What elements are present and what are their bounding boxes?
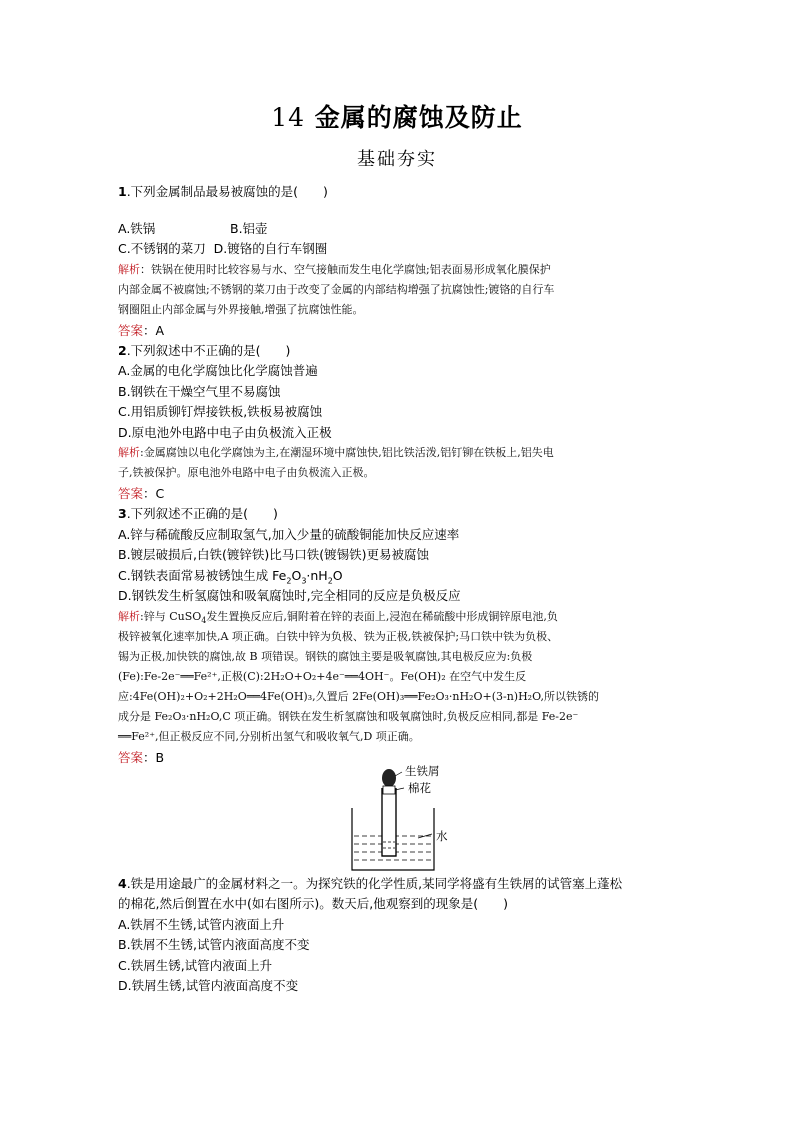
question-1-options-cd (118, 239, 684, 260)
content (118, 182, 684, 997)
option-d: D.镀铬的自行车钢圈 (213, 241, 328, 256)
title-text: 金属的腐蚀及防止 (314, 103, 523, 132)
question-1-stem: 1.下列金属制品最易被腐蚀的是( ) (118, 184, 328, 199)
option-c: C.用铝质铆钉焊接铁板,铁板易被腐蚀 (118, 404, 323, 419)
question-1-options-ab (118, 219, 684, 240)
question-2-explanation: 解析:金属腐蚀以电化学腐蚀为主,在潮湿环境中腐蚀快,铝比铁活泼,铝钉铆在铁板上,铝失电 子,铁被保护。原电池外电路中电子由负极流入正极。 (118, 446, 554, 479)
option-b: B.钢铁在干燥空气里不易腐蚀 (118, 383, 281, 399)
option-d: D.钢铁发生析氢腐蚀和吸氧腐蚀时,完全相同的反应是负极反应 (118, 588, 461, 603)
question-2-stem: 2.下列叙述中不正确的是( ) (118, 342, 291, 358)
question-2-answer: 答案：C (118, 486, 165, 501)
option-c: C.钢铁表面常易被锈蚀生成 $Fe_2O_3\cdot nH_2O$ (118, 567, 343, 585)
question-1-answer: 答案：A (118, 322, 165, 338)
option-a: A.铁屑不生锈,试管内液面上升 (118, 916, 285, 932)
label-water: 水 (436, 828, 448, 843)
option-d: D.原电池外电路中电子由负极流入正极 (118, 424, 332, 440)
option-b: B.铁屑不生锈,试管内液面高度不变 (118, 937, 310, 952)
option-a: A.锌与稀硫酸反应制取氢气,加入少量的硫酸铜能加快反应速率 (118, 526, 460, 542)
page-title (0, 98, 794, 134)
question-3-answer: 答案：B (118, 749, 165, 765)
question-1-explanation: 解析：铁锅在使用时比较容易与水、空气接触而发生电化学腐蚀;铝表面易形成氧化膜保护 内部金属不被腐蚀;不锈钢的菜刀由于改变了金属的内部结构增强了抗腐蚀性;镀铬的自行车 钢圈阻止内部金属与外界接触,增强了抗腐蚀性能。 (118, 262, 555, 316)
option-c: C.不锈钢的菜刀 (118, 241, 206, 256)
option-b: B.铝壶 (230, 220, 268, 236)
title-number: 14 (271, 103, 306, 132)
question-4-stem: 4.铁是用途最广的金属材料之一。为探究铁的化学性质,某同学将盛有生铁屑的试管塞上蓬松 (118, 875, 623, 891)
label-cotton: 棉花 (408, 780, 431, 795)
question-3-stem: 3.下列叙述不正确的是( ) (118, 506, 278, 521)
question-4-stem-cont: 的棉花,然后倒置在水中(如右图所示)。数天后,他观察到的现象是( ) (118, 896, 508, 911)
option-b: B.镀层破损后,白铁(镀锌铁)比马口铁(镀锡铁)更易被腐蚀 (118, 547, 430, 562)
option-c: C.铁屑生锈,试管内液面上升 (118, 957, 273, 973)
question-3-explanation: 解析:锌与 CuSO$_4$发生置换反应后,铜附着在锌的表面上,浸泡在稀硫酸中形成铜锌原电池,负 极锌被氧化速率加快,A 项正确。白铁中锌为负极、铁为正极,铁被保护;马口铁中铁为负极、 锡为正极,加快铁的腐蚀,故 B 项错误。钢铁的腐蚀主要是吸氧腐蚀,其电极反应为:负极 (Fe):Fe-2e⁻══Fe²⁺,正极(C):2H₂O+O₂+4e⁻══4OH⁻。Fe(OH)₂ 在空气中发生反 应:4Fe(OH)₂+O₂+2H₂O══4Fe(OH)₃,久置后 2Fe(OH)₃══Fe₂O₃·nH₂O+(3-n)H₂O,所以铁锈的 成分是 Fe₂O₃·nH₂O,C 项正确。钢铁在发生析氢腐蚀和吸氧腐蚀时,负极反应相同,都是 Fe-2e⁻ ══Fe²⁺,但正极反应不同,分别析出氢气和吸收氧气,D 项正确。 (118, 609, 599, 743)
label-iron-filings: 生铁屑 (405, 763, 440, 778)
option-a: A.铁锅 (118, 220, 156, 236)
option-a: A.金属的电化学腐蚀比化学腐蚀普遍 (118, 363, 318, 378)
section-subtitle: 基础夯实 (357, 149, 437, 170)
experiment-figure (118, 763, 684, 874)
option-d: D.铁屑生锈,试管内液面高度不变 (118, 978, 299, 993)
